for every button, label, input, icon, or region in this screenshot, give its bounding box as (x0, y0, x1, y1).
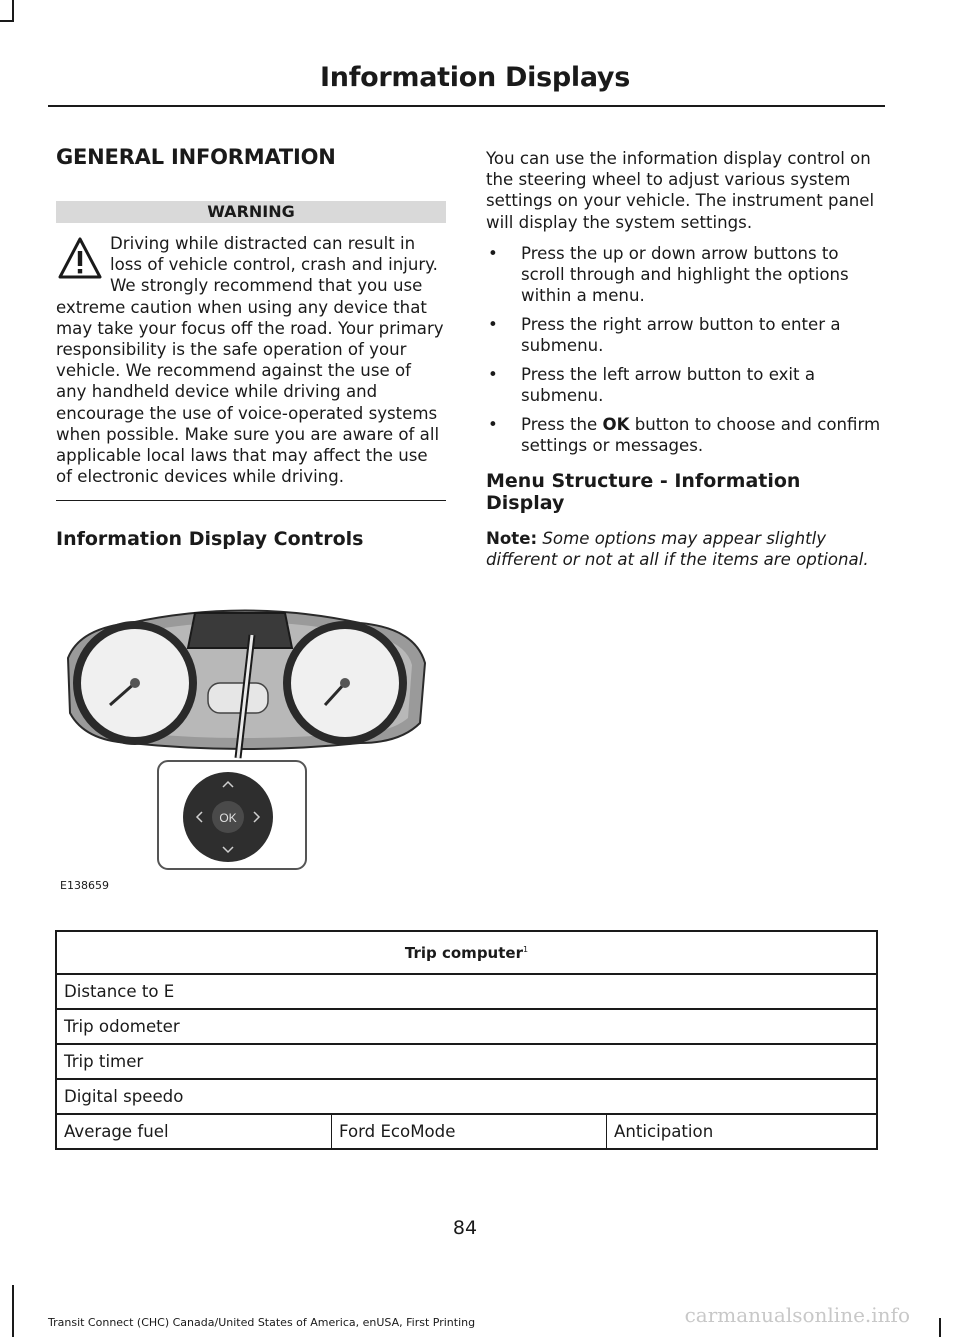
note-paragraph (486, 528, 881, 570)
bullet-icon: • (488, 414, 498, 434)
crop-mark (0, 20, 14, 22)
left-column (56, 145, 446, 550)
table-title-text: Trip computer (404, 943, 523, 962)
table-cell: Anticipation (607, 1114, 878, 1149)
table-cell: Ford EcoMode (332, 1114, 607, 1149)
ok-emphasis: OK (602, 414, 630, 434)
table-cell: Trip timer (56, 1044, 877, 1079)
list-item-text-pre: Press the (521, 414, 603, 434)
bullet-icon: • (488, 364, 498, 384)
list-item (486, 314, 881, 356)
right-column (486, 148, 881, 571)
menu-structure-heading: Menu Structure - Information Display (486, 470, 801, 515)
table-cell: Average fuel (56, 1114, 332, 1149)
bullet-icon: • (488, 243, 498, 263)
note-label: Note: (486, 529, 538, 549)
subsection-heading: Information Display Controls (56, 528, 364, 551)
crop-mark (12, 1285, 14, 1337)
warning-box (56, 233, 446, 487)
footer-text: Transit Connect (CHC) Canada/United States of America, enUSA, First Printing (48, 1316, 476, 1329)
table-cell: Digital speedo (56, 1079, 877, 1114)
list-item-text: Press the right arrow button to enter a submenu. (521, 314, 841, 356)
crop-mark (939, 1318, 941, 1337)
section-heading: GENERAL INFORMATION (56, 145, 336, 169)
table-cell: Distance to E (56, 974, 877, 1009)
table-row (56, 1114, 877, 1149)
list-item-text-post: button to choose and confirm settings or messages. (521, 414, 881, 455)
page-number: 84 (452, 1217, 478, 1239)
list-item-text: Press the up or down arrow buttons to scroll through and highlight the options within a menu. (521, 243, 849, 306)
header-rule (48, 105, 885, 107)
figure-code: E138659 (60, 879, 109, 892)
instruction-list (486, 243, 881, 456)
list-item (486, 243, 881, 307)
watermark: carmanualsonline.info (684, 1303, 910, 1327)
warning-label: WARNING (56, 201, 446, 223)
footnote-marker: 1 (522, 944, 529, 954)
bullet-icon: • (488, 314, 498, 334)
table-row (56, 1079, 877, 1114)
instrument-cluster-illustration (60, 603, 430, 898)
page-header-title: Information Displays (320, 62, 630, 93)
list-item (486, 414, 881, 456)
table-cell: Trip odometer (56, 1009, 877, 1044)
list-item (486, 364, 881, 406)
crop-mark (12, 0, 14, 22)
list-item-text: Press the left arrow button to exit a submenu. (521, 364, 815, 406)
table-row (56, 1009, 877, 1044)
table-header-row (56, 931, 877, 974)
trip-computer-table (55, 930, 878, 1150)
table-title (56, 931, 877, 974)
warning-triangle-icon (58, 235, 102, 285)
intro-paragraph: You can use the information display control on the steering wheel to adjust various system settings on your vehicle. The instrument panel will display the system settings. (486, 149, 875, 232)
table-row (56, 1044, 877, 1079)
warning-rule (56, 500, 446, 501)
warning-text: Driving while distracted can result in loss of vehicle control, crash and injury. We strongly recommend that you use extreme caution when using any device that may take your focus off the road. Your primary responsibility is the safe operation of your vehicle. We recommend against the use of any handheld device while driving and encourage the use of voice-operated systems when possible. Make sure you are aware of all applicable local laws that may affect the use of electronic devices while driving. (56, 234, 444, 487)
ok-button-label: OK (219, 811, 237, 825)
table-row (56, 974, 877, 1009)
note-text: Some options may appear slightly different or not at all if the items are optional. (486, 529, 869, 570)
